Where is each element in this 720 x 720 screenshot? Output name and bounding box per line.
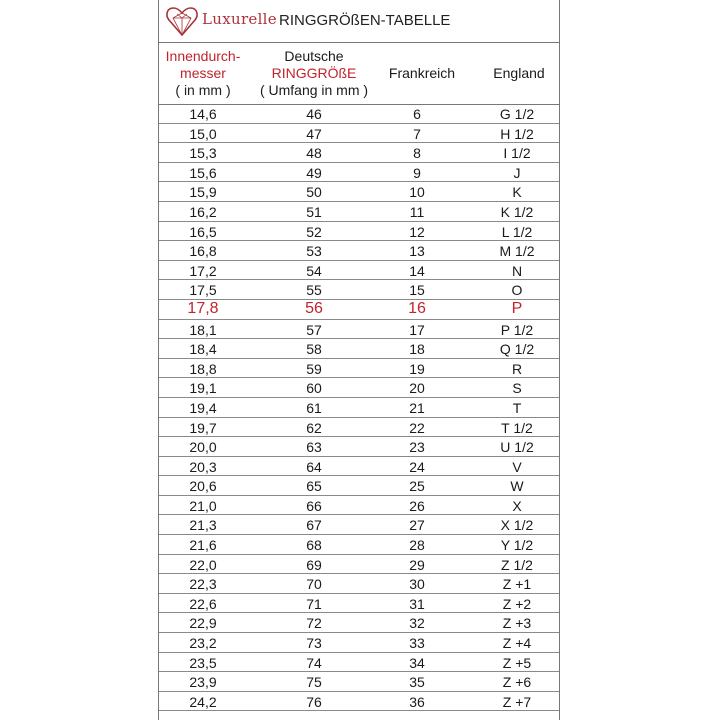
- cell-german-size: 51: [306, 203, 322, 220]
- cell-france-size: 18: [409, 341, 425, 358]
- cell-german-size: 73: [306, 635, 322, 652]
- cell-england-size: H 1/2: [500, 125, 534, 142]
- cell-england-size: Y 1/2: [500, 537, 534, 554]
- table-row: [159, 398, 559, 418]
- cell-german-size: 59: [306, 360, 322, 377]
- cell-england-size: T 1/2: [501, 419, 533, 436]
- cell-france-size: 21: [409, 399, 425, 416]
- cell-england-size: Z +6: [502, 674, 532, 691]
- cell-inner-diameter: 16,5: [189, 223, 217, 240]
- cell-france-size: 33: [409, 635, 425, 652]
- table-row: [159, 535, 559, 555]
- table-row: [159, 222, 559, 242]
- cell-france-size: 14: [409, 262, 425, 279]
- cell-inner-diameter: 18,1: [189, 321, 217, 338]
- cell-england-size: N: [511, 262, 523, 279]
- cell-german-size: 74: [306, 654, 322, 671]
- cell-inner-diameter: 14,6: [189, 106, 217, 122]
- cell-german-size: 67: [306, 517, 322, 534]
- cell-france-size: 20: [409, 380, 425, 397]
- cell-inner-diameter: 17,5: [189, 282, 217, 299]
- table-row: [159, 672, 559, 692]
- cell-france-size: 9: [413, 164, 421, 181]
- heart-gem-logo-icon: [165, 4, 199, 38]
- cell-inner-diameter: 21,3: [189, 517, 217, 534]
- cell-england-size: Z +1: [502, 576, 532, 593]
- title-bar: [159, 0, 559, 43]
- cell-france-size: 30: [409, 576, 425, 593]
- cell-england-size: W: [510, 478, 524, 495]
- header-france: [382, 42, 462, 104]
- header-german-size: [254, 42, 374, 104]
- table-row: [159, 104, 559, 124]
- header-england: [479, 42, 559, 104]
- table-row: [159, 574, 559, 594]
- cell-england-size: S: [512, 380, 522, 397]
- cell-france-size: 17: [409, 321, 425, 338]
- table-row: [159, 359, 559, 379]
- table-row: [159, 437, 559, 457]
- header-inner-line2: messer: [180, 64, 226, 81]
- table-row: [159, 692, 559, 712]
- cell-france-size: 29: [409, 556, 425, 573]
- cell-england-size: T: [512, 399, 522, 416]
- cell-france-size: 12: [409, 223, 425, 240]
- cell-inner-diameter: 19,1: [189, 380, 217, 397]
- cell-german-size: 61: [306, 399, 322, 416]
- cell-france-size: 31: [409, 595, 425, 612]
- cell-england-size: I 1/2: [503, 145, 531, 162]
- cell-inner-diameter: 21,6: [189, 537, 217, 554]
- table-row: [159, 163, 559, 183]
- cell-german-size: 69: [306, 556, 322, 573]
- cell-england-size: J: [513, 164, 521, 181]
- header-england-label: England: [493, 64, 545, 81]
- cell-german-size: 60: [306, 380, 322, 397]
- header-german-line2: RINGGRÖßE: [271, 64, 357, 81]
- cell-england-size: O: [511, 282, 523, 299]
- cell-german-size: 75: [306, 674, 322, 691]
- table-row: [159, 339, 559, 359]
- cell-german-size: 72: [306, 615, 322, 632]
- cell-france-size: 24: [409, 458, 425, 475]
- cell-inner-diameter: 22,6: [189, 595, 217, 612]
- table-row: [159, 653, 559, 673]
- cell-inner-diameter: 20,6: [189, 478, 217, 495]
- cell-german-size: 71: [306, 595, 322, 612]
- cell-german-size: 70: [306, 576, 322, 593]
- cell-german-size: 50: [306, 184, 322, 201]
- cell-france-size: 35: [409, 674, 425, 691]
- cell-inner-diameter: 15,0: [189, 125, 217, 142]
- cell-england-size: Z +4: [502, 635, 532, 652]
- cell-france-size: 10: [409, 184, 425, 201]
- cell-inner-diameter: 23,2: [189, 635, 217, 652]
- cell-england-size: Q 1/2: [499, 341, 535, 358]
- cell-england-size: G 1/2: [499, 106, 535, 122]
- header-inner-line1: Innendurch-: [165, 47, 241, 64]
- table-row: [159, 241, 559, 261]
- cell-france-size: 27: [409, 517, 425, 534]
- cell-france-size: 36: [409, 693, 425, 710]
- table-row: [159, 633, 559, 653]
- cell-german-size: 52: [306, 223, 322, 240]
- table-row: [159, 320, 559, 340]
- cell-inner-diameter: 23,9: [189, 674, 217, 691]
- cell-inner-diameter: 15,6: [189, 164, 217, 181]
- cell-inner-diameter: 18,4: [189, 341, 217, 358]
- cell-german-size: 68: [306, 537, 322, 554]
- cell-german-size: 57: [306, 321, 322, 338]
- table-row: [159, 378, 559, 398]
- cell-england-size: K: [512, 184, 522, 201]
- cell-inner-diameter: 20,0: [189, 439, 217, 456]
- cell-france-size: 32: [409, 615, 425, 632]
- table-row: [159, 143, 559, 163]
- table-row: [159, 124, 559, 144]
- cell-german-size: 65: [306, 478, 322, 495]
- cell-german-size: 48: [306, 145, 322, 162]
- brand-name: Luxurelle: [202, 10, 277, 28]
- cell-inner-diameter: 16,8: [189, 243, 217, 260]
- cell-england-size: V: [512, 458, 522, 475]
- cell-inner-diameter: 20,3: [189, 458, 217, 475]
- cell-german-size: 53: [306, 243, 322, 260]
- cell-france-size: 23: [409, 439, 425, 456]
- table-row: [159, 182, 559, 202]
- table-row: [159, 457, 559, 477]
- cell-england-size: M 1/2: [499, 243, 535, 260]
- table-row: [159, 280, 559, 300]
- cell-inner-diameter: 17,2: [189, 262, 217, 279]
- cell-england-size: Z +5: [502, 654, 532, 671]
- table-row: [159, 300, 559, 320]
- cell-inner-diameter: 15,9: [189, 184, 217, 201]
- table-row: [159, 555, 559, 575]
- page-title: RINGGRÖßEN-TABELLE: [279, 12, 451, 29]
- cell-england-size: P 1/2: [500, 321, 534, 338]
- table-row: [159, 594, 559, 614]
- cell-england-size: Z +3: [502, 615, 532, 632]
- cell-german-size: 66: [306, 497, 322, 514]
- cell-german-size: 49: [306, 164, 322, 181]
- size-table-body: [159, 104, 559, 711]
- cell-england-size: Z +7: [502, 693, 532, 710]
- header-german-line1: Deutsche: [284, 47, 344, 64]
- cell-france-size: 6: [413, 106, 421, 122]
- table-header: [159, 42, 559, 105]
- header-inner-line3: ( in mm ): [175, 81, 231, 98]
- cell-france-size: 8: [413, 145, 421, 162]
- cell-england-size: X 1/2: [500, 517, 534, 534]
- cell-inner-diameter: 16,2: [189, 203, 217, 220]
- cell-france-size: 13: [409, 243, 425, 260]
- cell-france-size: 22: [409, 419, 425, 436]
- cell-inner-diameter: 24,2: [189, 693, 217, 710]
- cell-france-size: 16: [408, 299, 426, 317]
- cell-inner-diameter: 22,0: [189, 556, 217, 573]
- table-row: [159, 418, 559, 438]
- cell-inner-diameter: 19,7: [189, 419, 217, 436]
- cell-german-size: 62: [306, 419, 322, 436]
- cell-france-size: 25: [409, 478, 425, 495]
- table-row: [159, 261, 559, 281]
- cell-england-size: L 1/2: [501, 223, 533, 240]
- table-row: [159, 613, 559, 633]
- header-inner-diameter: [159, 42, 247, 104]
- cell-france-size: 26: [409, 497, 425, 514]
- cell-france-size: 28: [409, 537, 425, 554]
- cell-england-size: Z 1/2: [501, 556, 533, 573]
- table-row: [159, 476, 559, 496]
- table-row: [159, 202, 559, 222]
- cell-german-size: 76: [306, 693, 322, 710]
- cell-inner-diameter: 15,3: [189, 145, 217, 162]
- table-row: [159, 515, 559, 535]
- cell-inner-diameter: 22,3: [189, 576, 217, 593]
- cell-england-size: U 1/2: [500, 439, 534, 456]
- cell-france-size: 7: [413, 125, 421, 142]
- cell-inner-diameter: 18,8: [189, 360, 217, 377]
- cell-german-size: 46: [306, 106, 322, 122]
- cell-german-size: 56: [305, 299, 323, 317]
- cell-german-size: 55: [306, 282, 322, 299]
- cell-france-size: 19: [409, 360, 425, 377]
- cell-england-size: X: [512, 497, 522, 514]
- cell-german-size: 58: [306, 341, 322, 358]
- cell-inner-diameter: 23,5: [189, 654, 217, 671]
- cell-inner-diameter: 19,4: [189, 399, 217, 416]
- cell-german-size: 47: [306, 125, 322, 142]
- table-row: [159, 496, 559, 516]
- cell-german-size: 63: [306, 439, 322, 456]
- cell-inner-diameter: 22,9: [189, 615, 217, 632]
- cell-german-size: 54: [306, 262, 322, 279]
- cell-france-size: 11: [409, 203, 425, 220]
- cell-german-size: 64: [306, 458, 322, 475]
- cell-england-size: Z +2: [502, 595, 532, 612]
- ring-size-sheet: [158, 0, 560, 720]
- header-france-label: Frankreich: [388, 64, 456, 81]
- cell-england-size: K 1/2: [500, 203, 534, 220]
- header-german-line3: ( Umfang in mm ): [259, 81, 369, 98]
- cell-england-size: P: [511, 299, 523, 317]
- cell-england-size: R: [511, 360, 523, 377]
- cell-inner-diameter: 17,8: [187, 299, 219, 317]
- cell-france-size: 15: [409, 282, 425, 299]
- cell-france-size: 34: [409, 654, 425, 671]
- cell-inner-diameter: 21,0: [189, 497, 217, 514]
